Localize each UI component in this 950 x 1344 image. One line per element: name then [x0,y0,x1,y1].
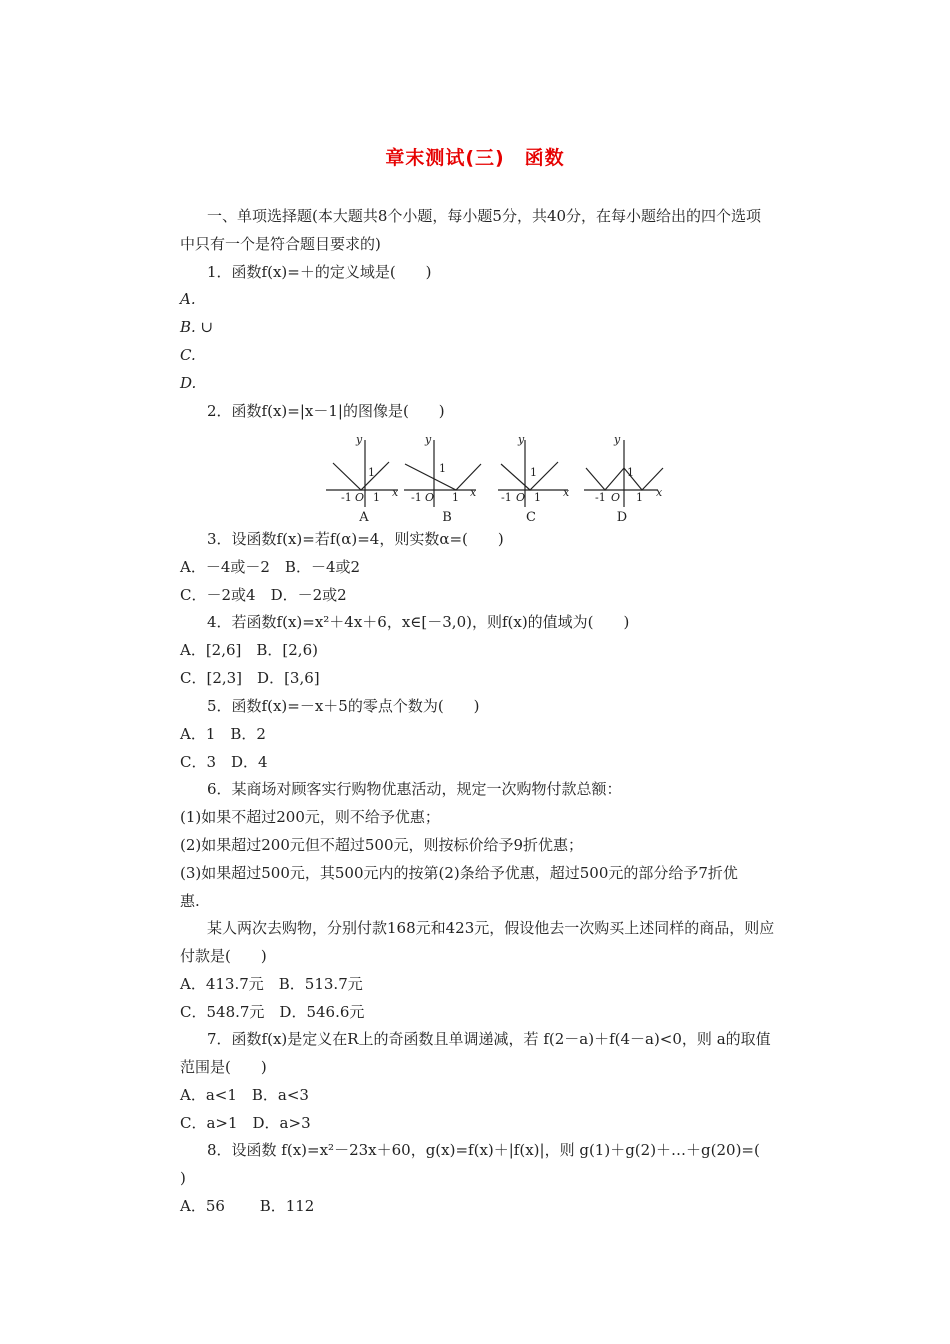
q6-condition-1: (1)如果不超过200元，则不给予优惠； [180,808,440,826]
section-heading-line2: 中只有一个是符合题目要求的) [180,235,381,253]
q7-stem-line2: 范围是( ) [180,1058,267,1076]
graph-a-x-label: x [392,486,399,499]
graph-a-y-label: y [356,433,363,446]
graph-c-y-label: y [518,433,525,446]
graph-d-one-y: 1 [627,466,634,479]
graph-c-one-y: 1 [530,466,537,479]
graph-c-neg1: -1 [501,491,512,504]
q4-options-cd: C．[2,3] D．[3,6] [180,669,320,687]
section-heading-line1: 一、单项选择题(本大题共8个小题，每小题5分，共40分，在每小题给出的四个选项 [207,207,762,225]
q2-stem: 2．函数f(x)=|x－1|的图像是( ) [207,402,445,420]
graph-label-c: C [526,510,536,525]
q1-option-b: B. ∪ [180,318,214,336]
q4-stem: 4．若函数f(x)=x²＋4x＋6，x∈[－3,0)，则f(x)的值域为( ) [207,613,630,631]
q8-stem-line1: 8．设函数 f(x)=x²－23x＋60，g(x)=f(x)＋|f(x)|，则 g(1)＋g(2)＋…＋g(20)=( [207,1141,760,1159]
graph-b-x-label: x [470,486,477,499]
graph-label-a: A [359,510,369,525]
graph-d-origin: O [611,491,621,504]
graph-c-one-x: 1 [534,491,541,504]
q6-problem-line1: 某人两次去购物，分别付款168元和423元，假设他去一次购买上述同样的商品，则应 [207,919,775,937]
graph-a-neg1: -1 [341,491,352,504]
q5-options-ab: A．1 B．2 [180,725,266,743]
q5-options-cd: C．3 D．4 [180,753,268,771]
q6-condition-2: (2)如果超过200元但不超过500元，则按标价给予9折优惠； [180,836,584,854]
graph-d-y-label: y [614,433,621,446]
graph-b-origin: O [425,491,435,504]
graph-d-one-x: 1 [636,491,643,504]
q4-options-ab: A．[2,6] B．[2,6) [180,641,318,659]
q8-options-ab: A．56 B．112 [180,1197,315,1215]
graph-c-origin: O [516,491,526,504]
q2-graph-options [318,432,678,527]
graph-a-one-y: 1 [368,466,375,479]
q6-condition-3-cont: 惠. [180,892,200,910]
graph-b-one-x: 1 [452,491,459,504]
graph-b-y-label: y [425,433,432,446]
q3-options-cd: C．－2或4 D．－2或2 [180,586,347,604]
graph-a-origin: O [355,491,365,504]
graph-label-b: B [442,510,452,525]
q3-options-ab: A．－4或－2 B．－4或2 [180,558,361,576]
q7-stem-line1: 7．函数f(x)是定义在R上的奇函数且单调递减，若 f(2－a)＋f(4－a)<0，则 a的取值 [207,1030,771,1048]
q6-options-ab: A．413.7元 B．513.7元 [180,975,363,993]
page-title: 章末测试(三) 函数 [385,147,565,169]
q1-stem: 1．函数f(x)=＋的定义域是( ) [207,263,432,281]
q6-options-cd: C．548.7元 D．546.6元 [180,1003,365,1021]
q6-condition-3: (3)如果超过500元，其500元内的按第(2)条给予优惠，超过500元的部分给予7折优 [180,864,738,882]
q6-problem-line2: 付款是( ) [180,947,267,965]
q3-stem: 3．设函数f(x)=若f(α)=4，则实数α=( ) [207,530,504,548]
q6-stem: 6．某商场对顾客实行购物优惠活动，规定一次购物付款总额： [207,780,622,798]
q5-stem: 5．函数f(x)=－x＋5的零点个数为( ) [207,697,480,715]
graph-d-neg1: -1 [595,491,606,504]
graph-d-x-label: x [656,486,663,499]
q1-option-c: C. [180,346,196,364]
q1-option-d: D. [180,374,197,392]
graph-a-one-x: 1 [373,491,380,504]
q1-option-a: A. [180,290,196,308]
q7-options-ab: A．a<1 B．a<3 [180,1086,309,1104]
graph-b-one-y: 1 [439,462,446,475]
graph-b-neg1: -1 [411,491,422,504]
q7-options-cd: C．a>1 D．a>3 [180,1114,311,1132]
q8-stem-line2: ) [180,1169,186,1187]
graph-label-d: D [616,510,628,525]
graph-c-x-label: x [563,486,570,499]
